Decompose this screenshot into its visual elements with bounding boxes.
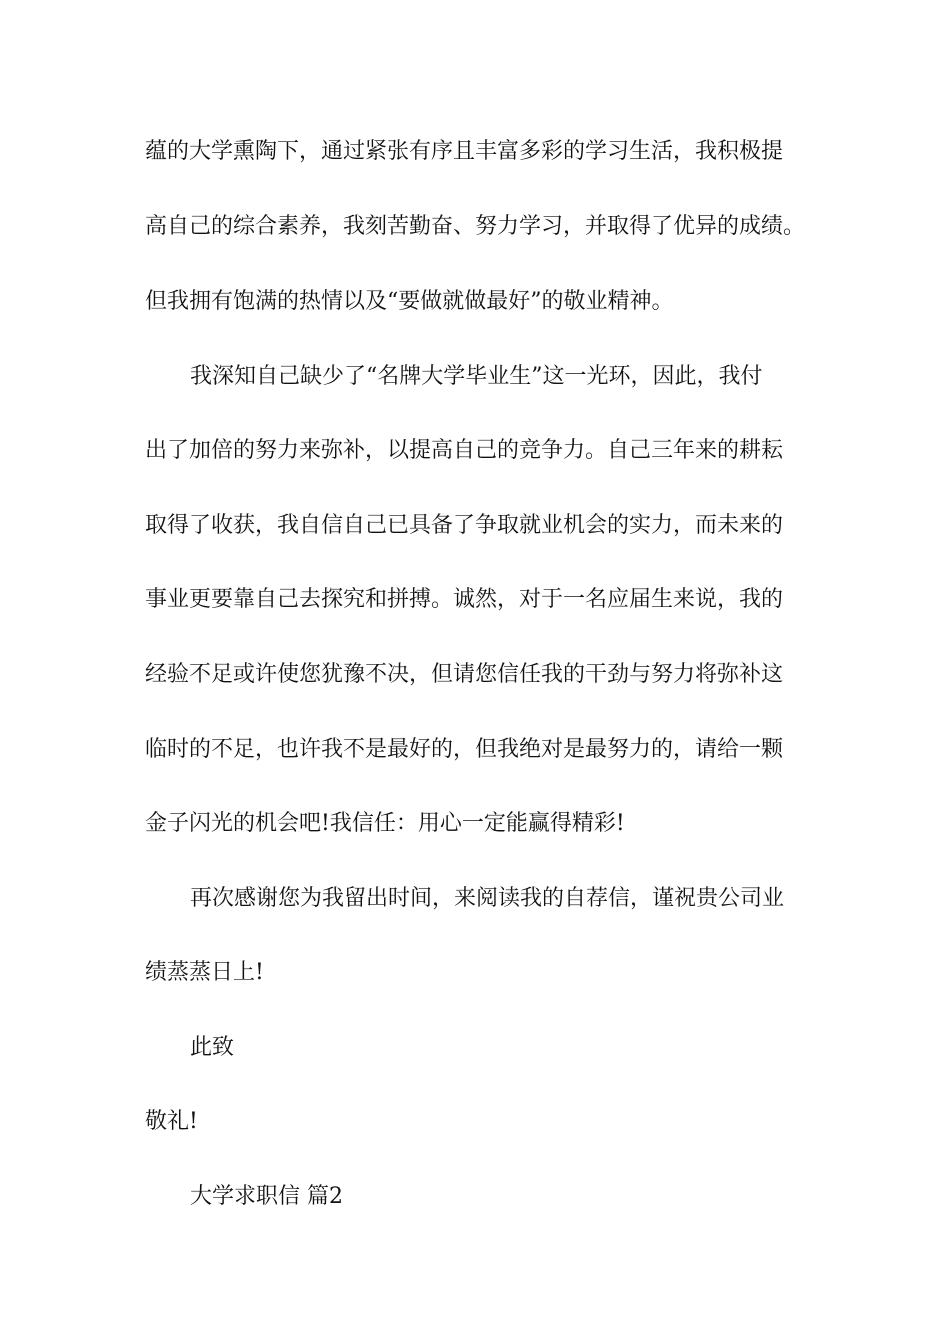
paragraph-line-6: 取得了收获，我自信自己已具备了争取就业机会的实力，而未来的	[145, 513, 784, 538]
paragraph-line-9: 临时的不足，也许我不是最好的，但我绝对是最努力的，请给一颗	[145, 737, 784, 762]
paragraph-line-3: 但我拥有饱满的热情以及“要做就做最好”的敬业精神。	[145, 289, 674, 314]
paragraph-line-10: 金子闪光的机会吧!我信任：用心一定能赢得精彩!	[145, 811, 625, 836]
paragraph-line-5: 出了加倍的努力来弥补，以提高自己的竞争力。自己三年来的耕耘	[145, 438, 784, 463]
paragraph-line-8: 经验不足或许使您犹豫不决，但请您信任我的干劲与努力将弥补这	[145, 662, 784, 687]
paragraph-line-2: 高自己的综合素养，我刻苦勤奋、努力学习，并取得了优异的成绩。	[145, 214, 806, 239]
paragraph-line-12: 绩蒸蒸日上!	[145, 960, 264, 985]
closing-regards: 敬礼!	[145, 1109, 198, 1134]
section-heading: 大学求职信 篇2	[190, 1184, 343, 1209]
paragraph-line-1: 蕴的大学熏陶下，通过紧张有序且丰富多彩的学习生活，我积极提	[145, 139, 784, 164]
closing-salutation: 此致	[190, 1035, 235, 1060]
paragraph-line-7: 事业更要靠自己去探究和拼搏。诚然，对于一名应届生来说，我的	[145, 587, 784, 612]
paragraph-line-4: 我深知自己缺少了“名牌大学毕业生”这一光环，因此，我付	[190, 364, 763, 389]
paragraph-line-11: 再次感谢您为我留出时间，来阅读我的自荐信，谨祝贵公司业	[190, 886, 785, 911]
